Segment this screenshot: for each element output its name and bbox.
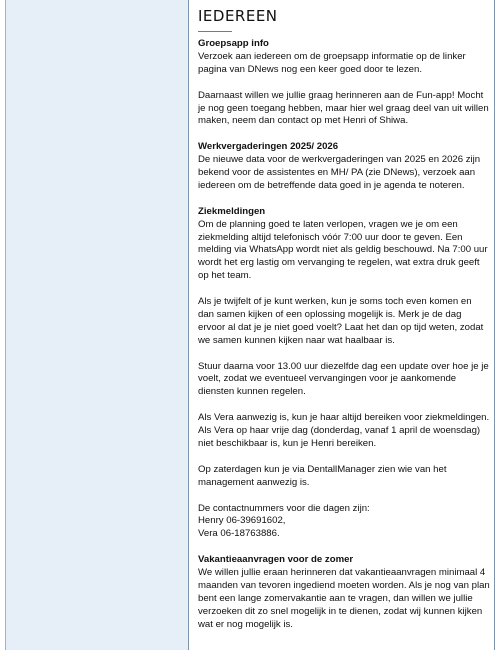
left-column-panel [5,0,189,650]
paragraph: Als je twijfelt of je kunt werken, kun je soms toch even komen en dan samen kijken of een oplossing mogelijk is. Merk je de dag ervoor al dat je je niet goed voelt? Laat het dan op tijd weten, zodat we samen kunnen kijken naar wat haalbaar is. [198,296,484,346]
paragraph: De nieuwe data voor de werkvergaderingen van 2025 en 2026 zijn bekend voor de assistentes en MH/ PA (zie DNews), verzoek aan iedereen om de betreffende data goed in je agenda te noteren. [198,154,481,191]
section-vakantieaanvragen [198,554,490,631]
section-heading: Ziekmeldingen [198,205,266,217]
newsletter-content [198,6,490,644]
section-heading: Werkvergaderingen 2025/ 2026 [198,141,339,153]
paragraph: Stuur daarna voor 13.00 uur diezelfde dag een update over hoe je je voelt, zodat we eventueel vervangingen voor je aankomende diensten kunnen regelen. [198,360,489,398]
paragraph: Verzoek aan iedereen om de groepsapp informatie op de linker pagina van DNews nog een keer goed door te lezen. [198,50,466,75]
paragraph: Daarnaast willen we jullie graag herinneren aan de Fun-app! Mocht je nog geen toegang hebben, maar hier wel graag deel van uit willen maken, neem dan contact op met Henri of Shiwa. [198,89,489,127]
right-border-line [494,0,495,650]
section-heading: Vakantieaanvragen voor de zomer [198,554,354,566]
section-heading: Groepsapp info [198,38,269,49]
section-groepsapp [198,38,490,128]
page-title: IEDEREEN [198,7,278,25]
paragraph: Om de planning goed te laten verlopen, vragen we je om een ziekmelding altijd telefonisch vóór 7:00 uur door te geven. Een melding via WhatsApp wordt niet als geldig beschouwd. Na 7:00 uur wordt het erg lastig om vervanging te regelen, wat extra druk geeft op het team. [198,218,488,282]
section-werkvergaderingen [198,141,490,193]
contact-numbers: De contactnummers voor die dagen zijn: Henry 06-39691602, Vera 06-18763886. [198,502,370,540]
section-ziekmeldingen [198,206,490,541]
paragraph: Op zaterdagen kun je via DentallManager zien wie van het management aanwezig is. [198,463,447,488]
paragraph: We willen jullie eraan herinneren dat vakantieaanvragen minimaal 4 maanden van tevoren ingediend moeten worden. Als je nog van plan bent een lange zomervakantie aan te vragen, dan willen we jullie verzoeken dit zo snel mogelijk in te dienen, zodat wij kunnen kijken wat er nog mogelijk is. [198,567,490,630]
title-underline [198,31,232,32]
paragraph: Als Vera aanwezig is, kun je haar altijd bereiken voor ziekmeldingen. Als Vera op haar vrije dag (donderdag, vanaf 1 april de woensdag) niet beschikbaar is, kun je Henri bereiken. [198,412,490,449]
